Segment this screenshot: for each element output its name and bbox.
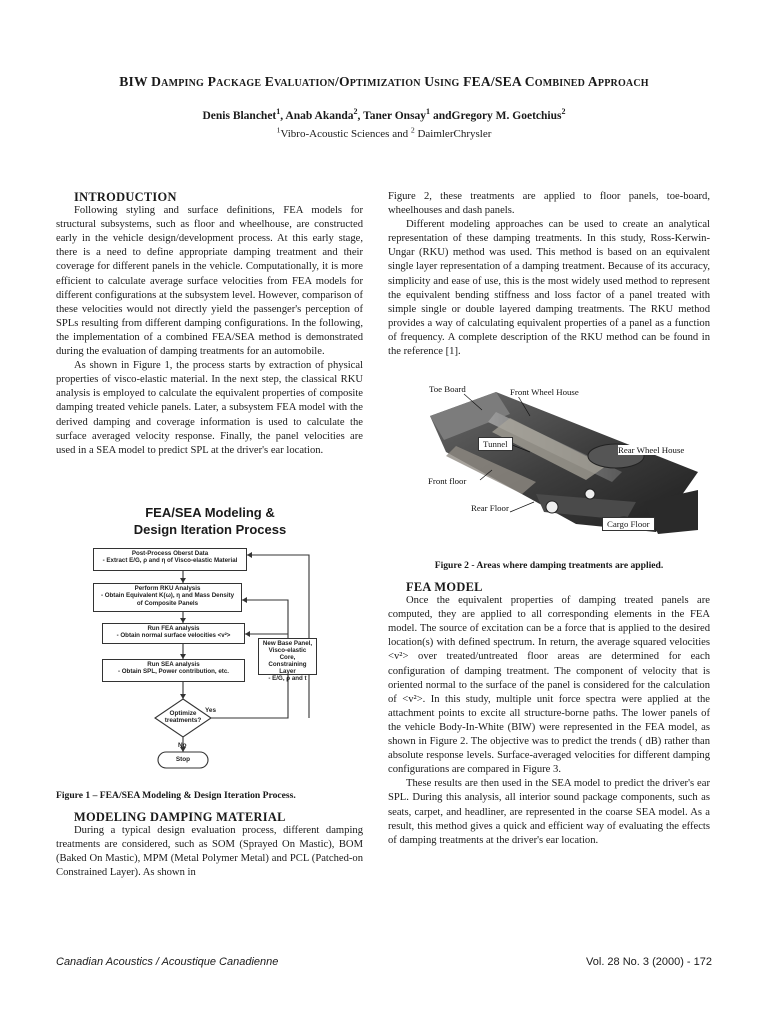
decision-line: treatments? — [164, 717, 202, 725]
author-name: Anab Akanda — [285, 110, 354, 122]
right-column-bottom — [388, 580, 710, 848]
paper-title-text: BIW Damping Package Evaluation/Optimization Using FEA/SEA Combined Approach — [119, 74, 649, 89]
section-heading-introduction: INTRODUCTION — [74, 190, 177, 204]
flow-box-line: - Obtain SPL, Power contribution, etc. — [117, 668, 230, 676]
no-label: No — [178, 742, 187, 749]
section-heading-fea-model: FEA MODEL — [406, 580, 483, 594]
affiliation-org: Vibro-Acoustic Sciences and — [280, 128, 409, 140]
decision-label — [155, 710, 211, 725]
author-mark: 2 — [561, 107, 566, 117]
label-rear-floor: Rear Floor — [471, 503, 509, 513]
figure-2-caption: Figure 2 - Areas where damping treatments are applied. — [434, 560, 664, 571]
author-name: Gregory M. Goetchius — [451, 110, 562, 122]
author-name: Taner Onsay — [363, 110, 427, 122]
flow-box-line: - E/G, ρ and t — [268, 675, 307, 682]
flowchart-title-line: Design Iteration Process — [133, 522, 287, 537]
section-heading-modeling: MODELING DAMPING MATERIAL — [74, 810, 286, 824]
flow-box-line: Visco-elastic Core, — [268, 647, 307, 661]
fea-paragraph-2: These results are then used in the SEA model to predict the driver's ear SPL. During this analysis, all interior sound package components, such as seats, carpet, and headliner, are represented in the coarse SEA model. As a result, this method gives a quick and efficient way of evaluating the effects of damping treatments at the driver's ear location. — [388, 778, 710, 846]
author-mark: 1 — [276, 107, 281, 117]
author-mark: 1 — [426, 107, 431, 117]
yes-label: Yes — [205, 707, 217, 714]
flow-box-line: New Base Panel, — [262, 640, 313, 647]
flow-box-fea — [102, 623, 245, 644]
right-column-top — [388, 190, 710, 359]
continued-paragraph: Figure 2, these treatments are applied to floor panels, toe-board, wheelhouses and dash panels. — [388, 191, 710, 217]
footer-journal: Canadian Acoustics / Acoustique Canadienne — [56, 956, 279, 968]
author-list: Denis Blanchet$^1$, Anab Akanda$^2$, Taner Onsay$^1$ andGregory M. Goetchius$^2$ — [202, 107, 566, 122]
intro-paragraph-2: As shown in Figure 1, the process starts by extraction of physical properties of visco-elastic material. In the next step, the classical RKU analysis is employed to calculate the equivalent properties of composite damping treated vehicle panels. Later, a subsystem FEA model with the derived damping and coverage information is used to calculate the surface averaged velocity response. Finally, the panel velocities are used in a SEA model to predict SPL at the driver's ear location. — [56, 360, 363, 456]
flow-box-line: Run FEA analysis — [147, 625, 200, 632]
footer-volume: Vol. 28 No. 3 (2000) - 172 — [586, 956, 712, 968]
flow-box-line: Constraining Layer — [268, 661, 307, 675]
affiliation-org: DaimlerChrysler — [417, 128, 492, 140]
intro-paragraph-1: Following styling and surface definitions, FEA models for structural subsystems, such as floor and wheelhouse, are constructed early in the vehicle design/development process. At this early stage, there is a need to define appropriate damping treatment and their coverage for different panels in the vehicle. Computationally, it is more efficient to calculate average surface velocities from FEA models for different configurations at the subsystem level. However, comparison of these velocities would not directly yield the passenger's perception of SPLs resulting from different damping configurations. In the following, the implementation of a combined FEA/SEA method is demonstrated during the evaluation of damping treatments for an automobile. — [56, 205, 363, 358]
label-cargo-floor: Cargo Floor — [602, 517, 655, 531]
figure-1-flowchart — [60, 504, 360, 786]
author-name: Denis Blanchet — [202, 110, 277, 122]
affiliation-mark: 2 — [410, 125, 415, 135]
fea-paragraph-1: Once the equivalent properties of damping treated panels are computed, they are applied to all corresponding elements in the FEA model. The source of excitation can be a force that is applied to the desired location(s) with defined spectrum. In return, the average squared velocities <v²> over treated/untreated floor areas are determined for each configuration of damping treatment. The component of velocity that is oriented normal to the surface of the panel is considered for the calculation of <v²>. In this study, multiple unit force spectra were applied at the attachment points to excite all structure-borne paths. The lower panels of the vehicle Body-In-White (BIW) were represented in the FEA model, as shown in Figure 2. The objective was to predict the trends ( dB) rather than absolute response levels. Surface-averaged velocities for different damping configurations are compared in Figure 3. — [388, 595, 710, 776]
stop-label: Stop — [175, 756, 191, 763]
label-toe-board: Toe Board — [429, 384, 466, 394]
flow-box-line: - Obtain Equivalent K(ω), η and Mass Density — [100, 592, 235, 600]
left-column-top — [56, 190, 363, 458]
label-rear-wheel-house: Rear Wheel House — [618, 445, 685, 455]
flow-box-line: of Composite Panels — [136, 599, 199, 607]
flow-box-line: Run SEA analysis — [147, 661, 200, 668]
left-column-bottom — [56, 810, 363, 880]
rku-paragraph: Different modeling approaches can be used to create an analytical representation of these damping treatments. In this study, Ross-Kerwin-Ungar (RKU) method was used. This method is based on an equivalent single layer representation of a damping treatment. Because of its accuracy, simplicity and ease of use, this is the most widely used method to represent the equivalent bending stiffness and loss factor of a panel treated with simple single or double layered damping treatments. The RKU method provides a way of calculating equivalent properties of a panel as a function of frequency. A complete description of the RKU method can be found in the reference [1]. — [388, 219, 710, 358]
label-front-floor: Front floor — [428, 476, 467, 486]
modeling-paragraph-1: During a typical design evaluation process, different damping treatments are considered, such as SOM (Sprayed On Mastic), BOM (Baked On Mastic), MPM (Metal Polymer Metal) and PCL (Patched-on Constrained Layer). As shown in — [56, 825, 363, 879]
flow-box-new-base-panel — [258, 638, 317, 682]
flowchart-title-line: FEA/SEA Modeling & — [145, 505, 275, 520]
paper-title — [0, 74, 768, 90]
flow-box-rku — [93, 583, 242, 612]
flow-box-line: - Extract E/G, ρ and η of Visco-elastic Material — [102, 557, 238, 565]
flow-box-oberst — [93, 548, 247, 571]
affiliation-line — [0, 125, 768, 140]
affiliation-mark: 1 — [276, 125, 281, 135]
label-front-wheel-house: Front Wheel House — [510, 387, 579, 397]
flow-box-line: Perform RKU Analysis — [134, 585, 201, 592]
figure-1-caption: Figure 1 – FEA/SEA Modeling & Design Iteration Process. — [56, 790, 296, 801]
label-tunnel: Tunnel — [478, 437, 513, 451]
flow-box-sea — [102, 659, 245, 682]
decision-line: Optimize — [169, 710, 197, 717]
author-mark: 2 — [353, 107, 358, 117]
biw-floor-model — [426, 382, 702, 540]
figure-2-illustration — [426, 382, 702, 540]
flow-box-line: - Obtain normal surface velocities <v²> — [116, 632, 231, 640]
flow-box-line: Post-Process Oberst Data — [131, 550, 209, 557]
